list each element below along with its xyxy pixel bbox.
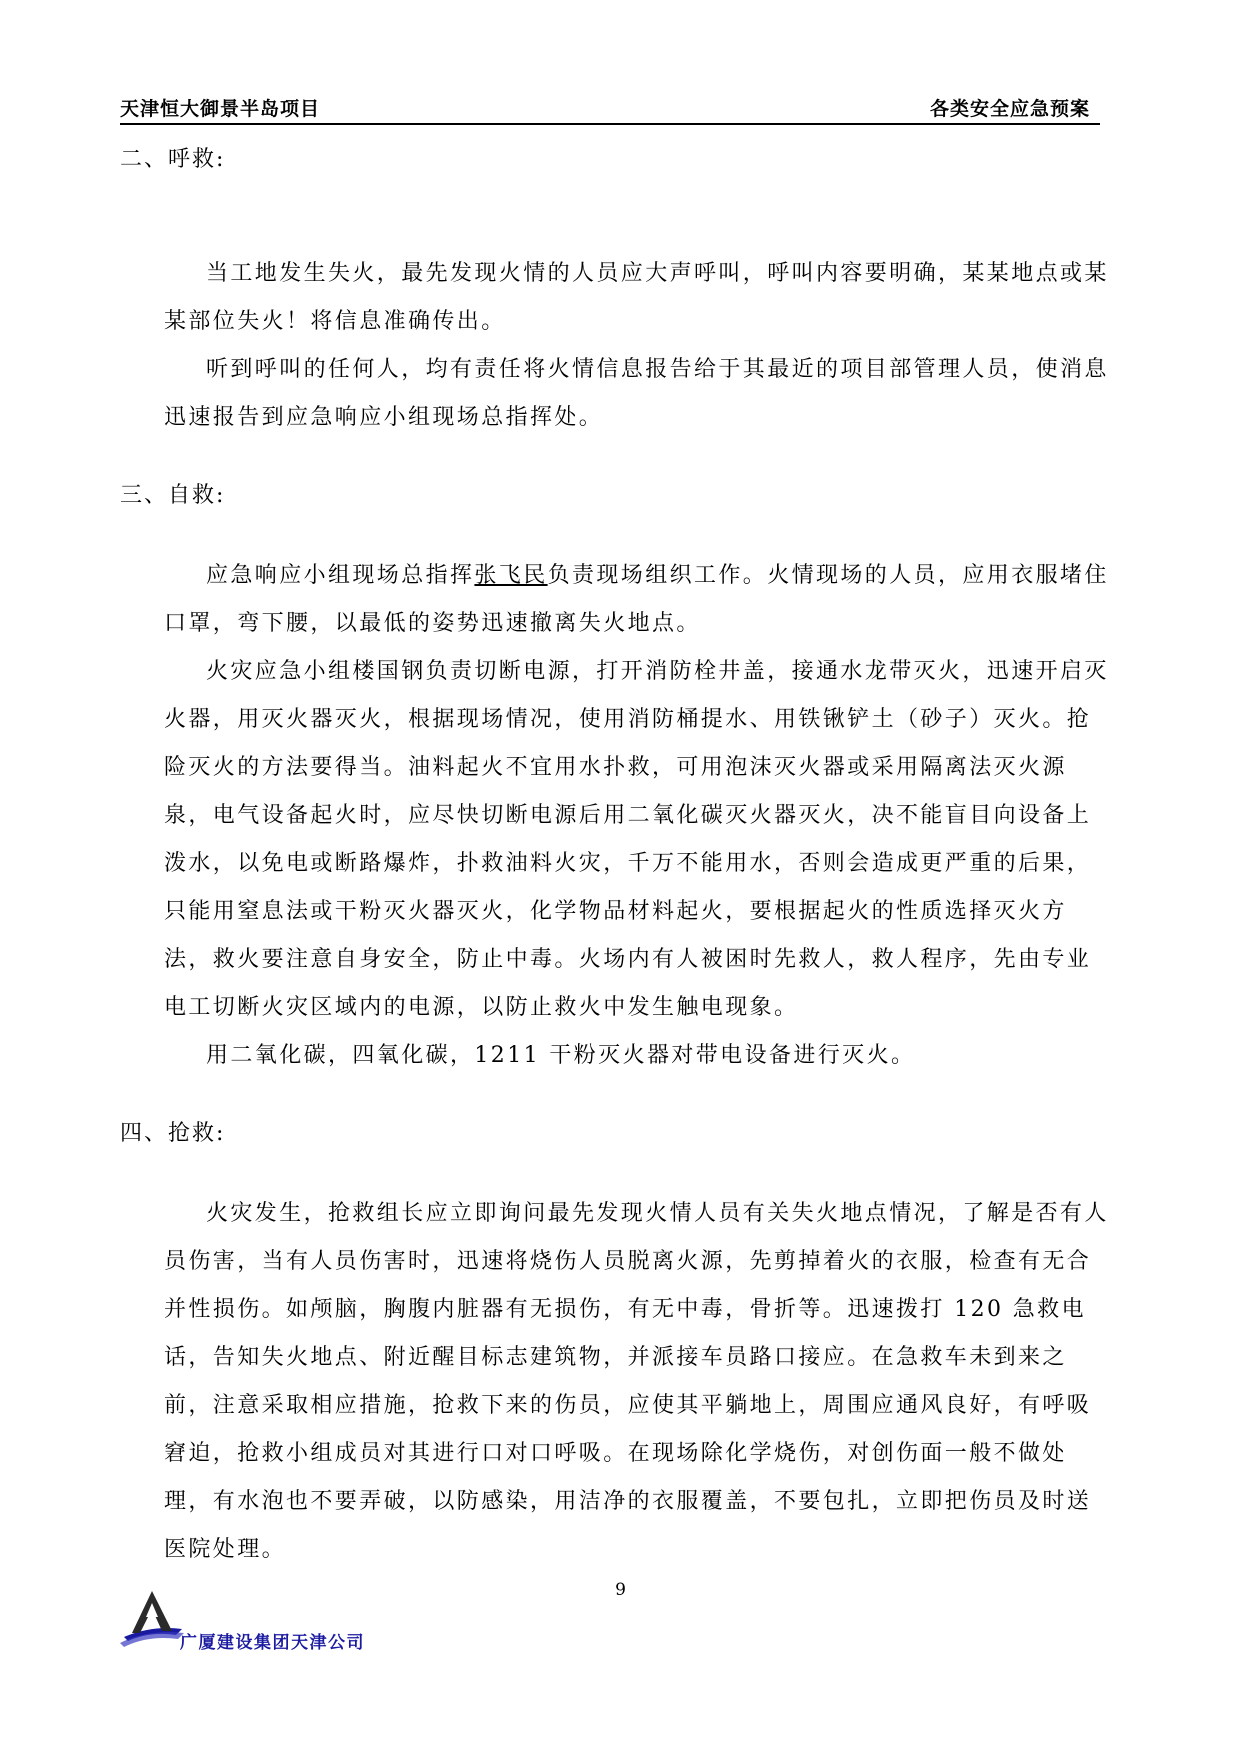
page-header (120, 94, 1100, 122)
section-heading-rescue: 四、抢救: (120, 1121, 226, 1146)
commander-name: 张飞民 (474, 563, 548, 588)
paragraph (120, 552, 1110, 648)
text-span: 负责现场组织工作。火情现场的人员，应用衣服堵住口罩，弯下腰，以最低的姿势迅速撤离失火地点。 (164, 563, 1109, 636)
paragraph: 听到呼叫的任何人，均有责任将火情信息报告给于其最近的项目部管理人员，使消息迅速报告到应急响应小组现场总指挥处。 (164, 357, 1109, 430)
company-logo-icon (118, 1585, 186, 1647)
paragraph: 火灾应急小组楼国钢负责切断电源，打开消防栓井盖，接通水龙带灭火，迅速开启灭火器，用灭火器灭火，根据现场情况，使用消防桶提水、用铁锹铲土（砂子）灭火。抢险灭火的方法要得当。油料起火不宜用水扑救，可用泡沫灭火器或采用隔离法灭火源泉，电气设备起火时，应尽快切断电源后用二氧化碳灭火器灭火，决不能盲目向设备上泼水，以免电或断路爆炸，扑救油料火灾，千万不能用水，否则会造成更严重的后果，只能用窒息法或干粉灭火器灭火，化学物品材料起火，要根据起火的性质选择灭火方法，救火要注意自身安全，防止中毒。火场内有人被困时先救人，救人程序，先由专业电工切断火灾区域内的电源，以防止救火中发生触电现象。 (164, 659, 1109, 1020)
section-heading-self-rescue: 三、自救: (120, 483, 226, 508)
project-name: 天津恒大御景半岛项目 (120, 98, 321, 120)
text-span: 应急响应小组现场总指挥 (206, 563, 475, 588)
company-name: 广厦建设集团天津公司 (180, 1633, 365, 1653)
paragraph: 当工地发生失火，最先发现火情的人员应大声呼叫，呼叫内容要明确，某某地点或某某部位失火！将信息准确传出。 (164, 261, 1109, 334)
paragraph: 用二氧化碳，四氧化碳，1211 干粉灭火器对带电设备进行灭火。 (206, 1043, 916, 1068)
page-number: 9 (615, 1580, 626, 1600)
header-divider (120, 123, 1100, 125)
document-title: 各类安全应急预案 (929, 98, 1090, 120)
section-heading-call-for-help: 二、呼救: (120, 147, 226, 172)
document-body (120, 140, 1110, 1574)
paragraph: 火灾发生，抢救组长应立即询问最先发现火情人员有关失火地点情况，了解是否有人员伤害，当有人员伤害时，迅速将烧伤人员脱离火源，先剪掉着火的衣服，检查有无合并性损伤。如颅脑，胸腹内脏器有无损伤，有无中毒，骨折等。迅速拨打 120 急救电话，告知失火地点、附近醒目标志建筑物，并派接车员路口接应。在急救车未到来之前，注意采取相应措施，抢救下来的伤员，应使其平躺地上，周围应通风良好，有呼吸窘迫，抢救小组成员对其进行口对口呼吸。在现场除化学烧伤，对创伤面一般不做处理，有水泡也不要弄破，以防感染，用洁净的衣服覆盖，不要包扎，立即把伤员及时送医院处理。 (164, 1201, 1109, 1562)
